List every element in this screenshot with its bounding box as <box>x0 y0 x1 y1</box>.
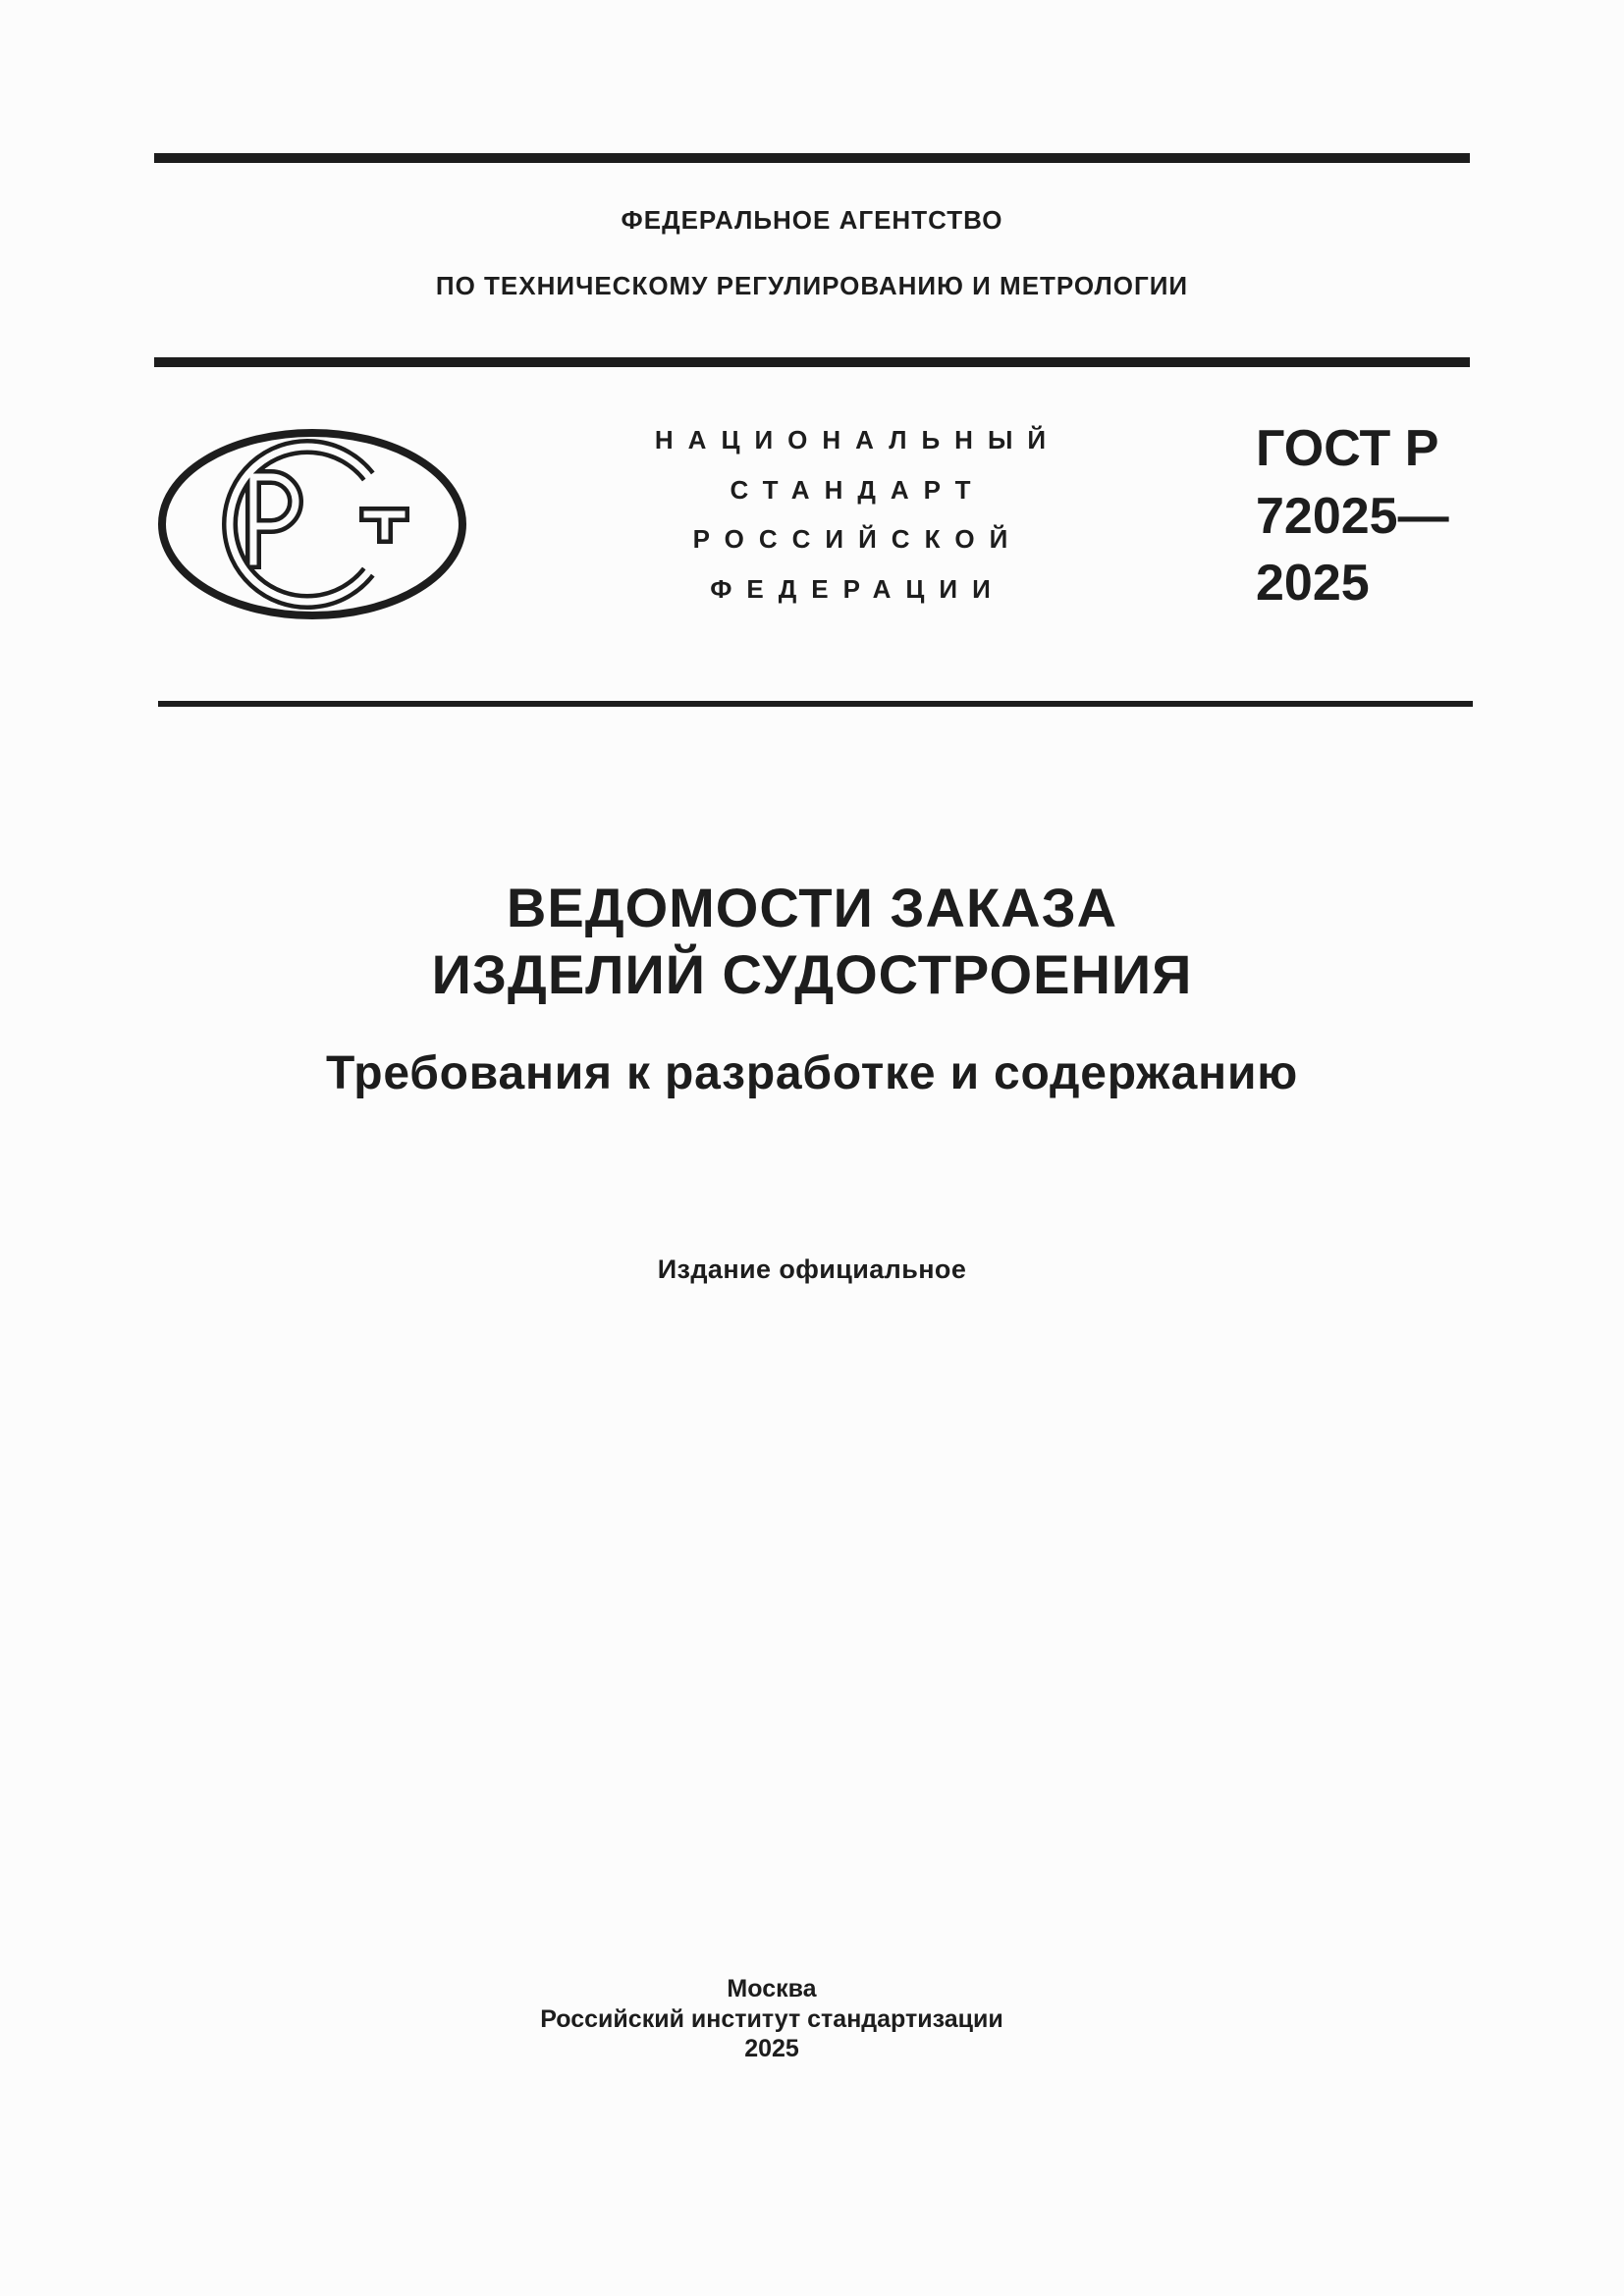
document-title-line-2: ИЗДЕЛИЙ СУДОСТРОЕНИЯ <box>431 943 1193 1005</box>
standard-type-line: НАЦИОНАЛЬНЫЙ <box>654 425 1061 454</box>
document-title-line-1: ВЕДОМОСТИ ЗАКАЗА <box>506 877 1118 938</box>
standard-designation <box>1256 415 1449 617</box>
header-rule-middle <box>154 357 1470 367</box>
document-subtitle: Требования к разработке и содержанию <box>325 1047 1299 1099</box>
standard-type-line: ФЕДЕРАЦИИ <box>710 573 1005 604</box>
imprint-block <box>379 1974 1164 2064</box>
imprint-city: Москва <box>727 1975 817 2002</box>
designation-year: 2025 <box>1256 555 1370 612</box>
rst-logo-icon <box>155 426 469 622</box>
standard-type-line: РОССИЙСКОЙ <box>692 524 1023 554</box>
standard-type-block <box>628 415 1072 614</box>
imprint-publisher: Российский институт стандартизации <box>540 2004 1003 2033</box>
header-rule-top <box>154 153 1470 163</box>
standard-type-line: СТАНДАРТ <box>730 474 986 505</box>
header-rule-bottom <box>158 701 1473 707</box>
agency-name-line-2: ПО ТЕХНИЧЕСКОМУ РЕГУЛИРОВАНИЮ И МЕТРОЛОГИИ <box>435 271 1189 300</box>
edition-label: Издание официальное <box>657 1255 967 1284</box>
imprint-year: 2025 <box>744 2035 799 2062</box>
logo-ellipse <box>162 433 462 615</box>
designation-number: 72025— <box>1256 487 1449 545</box>
agency-name-line-1: ФЕДЕРАЛЬНОЕ АГЕНТСТВО <box>621 205 1003 235</box>
designation-prefix: ГОСТ Р <box>1256 420 1439 477</box>
